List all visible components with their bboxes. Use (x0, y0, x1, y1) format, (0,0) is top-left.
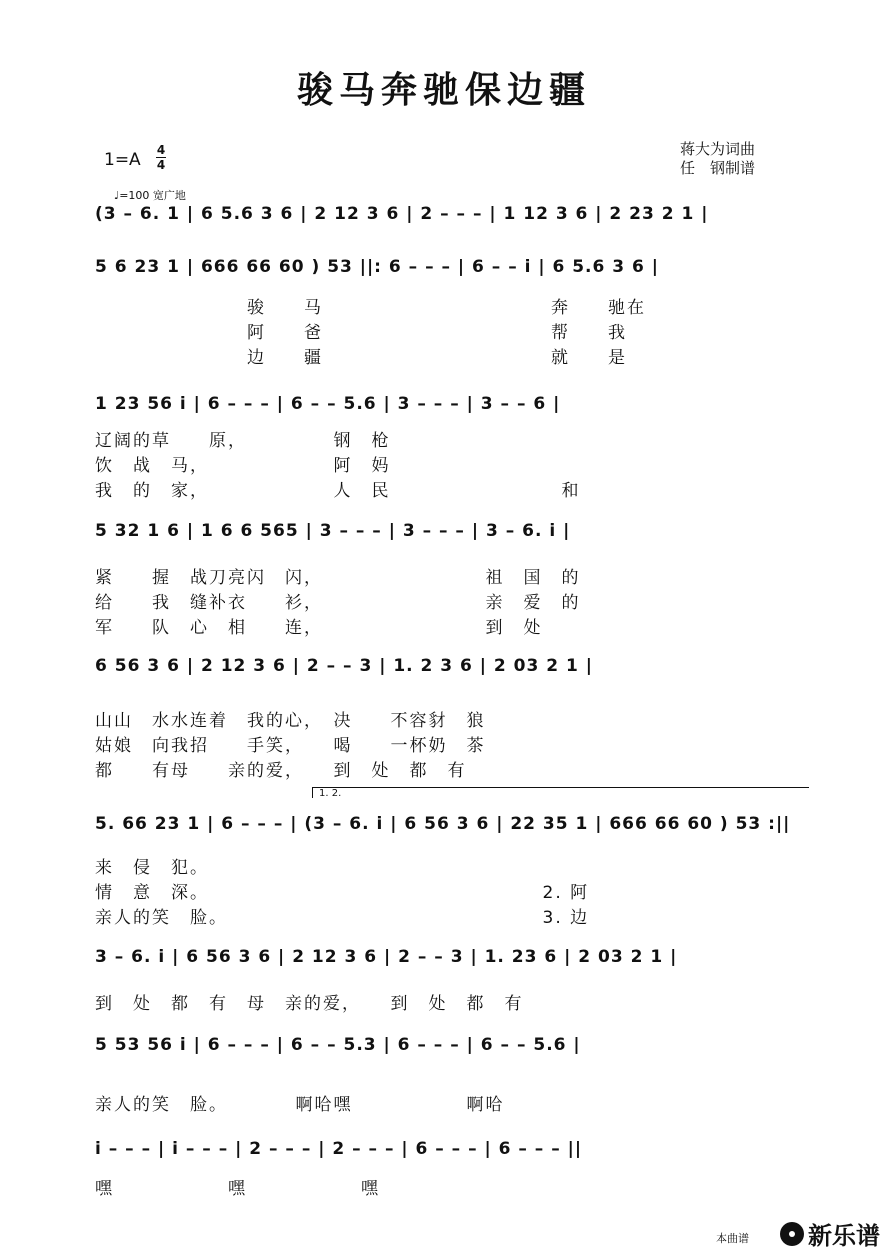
staff-notes: 5. 66 23 1 | 6 – – – | (3 – 6. i | 6 56 3 6 | 22 35 1 | 666 66 60 ) 53 :|| (95, 814, 791, 834)
brand-name: 新乐谱 (808, 1222, 880, 1250)
lyric-line: 辽阔的草 原， 钢 枪 (95, 431, 391, 451)
time-signature (156, 144, 166, 171)
lyric-line: 边 疆 就 是 (95, 348, 627, 368)
lyric-line: 情 意 深。 2. 阿 (95, 883, 590, 903)
credits (680, 140, 755, 178)
lyric-line: 骏 马 奔 驰在 (95, 298, 646, 318)
lyric-line: 给 我 缝补衣 衫， 亲 爱 的 (95, 593, 581, 613)
lyric-line: 嘿 嘿 嘿 (95, 1179, 380, 1199)
lyric-line: 亲人的笑 脸。 3. 边 (95, 908, 590, 928)
lyric-line: 紧 握 战刀亮闪 闪， 祖 国 的 (95, 568, 581, 588)
staff-notes: 5 6 23 1 | 666 66 60 ) 53 ||: 6 – – – | 6 – – i | 6 5.6 3 6 | (95, 257, 659, 277)
staff-3 (95, 392, 805, 422)
staff-2 (95, 255, 805, 285)
staff-notes: 5 53 56 i | 6 – – – | 6 – – 5.3 | 6 – – – | 6 – – 5.6 | (95, 1035, 581, 1055)
lyric-line: 都 有母 亲的爱， 到 处 都 有 (95, 761, 467, 781)
site-logo (780, 1216, 880, 1251)
staff-5 (95, 654, 805, 684)
time-bottom: 4 (156, 158, 166, 172)
staff-notes: 6 56 3 6 | 2 12 3 6 | 2 – – 3 | 1. 2 3 6 | 2 03 2 1 | (95, 656, 593, 676)
staff-4 (95, 519, 805, 549)
lyric-line: 山山 水水连着 我的心， 决 不容豺 狼 (95, 711, 486, 731)
key-signature: 1=A (104, 150, 141, 170)
lyric-line: 我 的 家， 人 民 和 (95, 481, 581, 501)
staff-1 (95, 202, 805, 232)
footer-note: 本曲谱 (716, 1232, 749, 1245)
lyric-line: 到 处 都 有 母 亲的爱， 到 处 都 有 (95, 994, 524, 1014)
lyric-line: 饮 战 马， 阿 妈 (95, 456, 391, 476)
lyric-line: 阿 爸 帮 我 (95, 323, 627, 343)
lyric-line: 军 队 心 相 连， 到 处 (95, 618, 543, 638)
time-top: 4 (156, 143, 166, 157)
lyric-line: 来 侵 犯。 (95, 858, 209, 878)
staff-6 (95, 812, 805, 842)
staff-7 (95, 945, 805, 975)
credit-author: 蒋大为词曲 (680, 140, 756, 158)
song-title: 骏马奔驰保边疆 (296, 69, 591, 111)
tempo-marking: ♩=100 宽广地 (114, 189, 186, 202)
staff-8 (95, 1033, 805, 1063)
disc-icon (780, 1222, 804, 1246)
staff-notes: 3 – 6. i | 6 56 3 6 | 2 12 3 6 | 2 – – 3 | 1. 23 6 | 2 03 2 1 | (95, 947, 678, 967)
staff-9 (95, 1137, 805, 1167)
volta-bracket: 1. 2. (312, 787, 809, 798)
lyric-line: 亲人的笑 脸。 啊哈嘿 啊哈 (95, 1095, 505, 1115)
credit-arranger: 任 钢制谱 (680, 159, 756, 177)
staff-notes: i – – – | i – – – | 2 – – – | 2 – – – | 6 – – – | 6 – – – || (95, 1139, 583, 1159)
lyric-line: 姑娘 向我招 手笑， 喝 一杯奶 茶 (95, 736, 486, 756)
staff-notes: 1 23 56 i | 6 – – – | 6 – – 5.6 | 3 – – – | 3 – – 6 | (95, 394, 561, 414)
staff-notes: 5 32 1 6 | 1 6 6 565 | 3 – – – | 3 – – – | 3 – 6. i | (95, 521, 571, 541)
staff-notes: (3 – 6. 1 | 6 5.6 3 6 | 2 12 3 6 | 2 – – – | 1 12 3 6 | 2 23 2 1 | (95, 204, 709, 224)
